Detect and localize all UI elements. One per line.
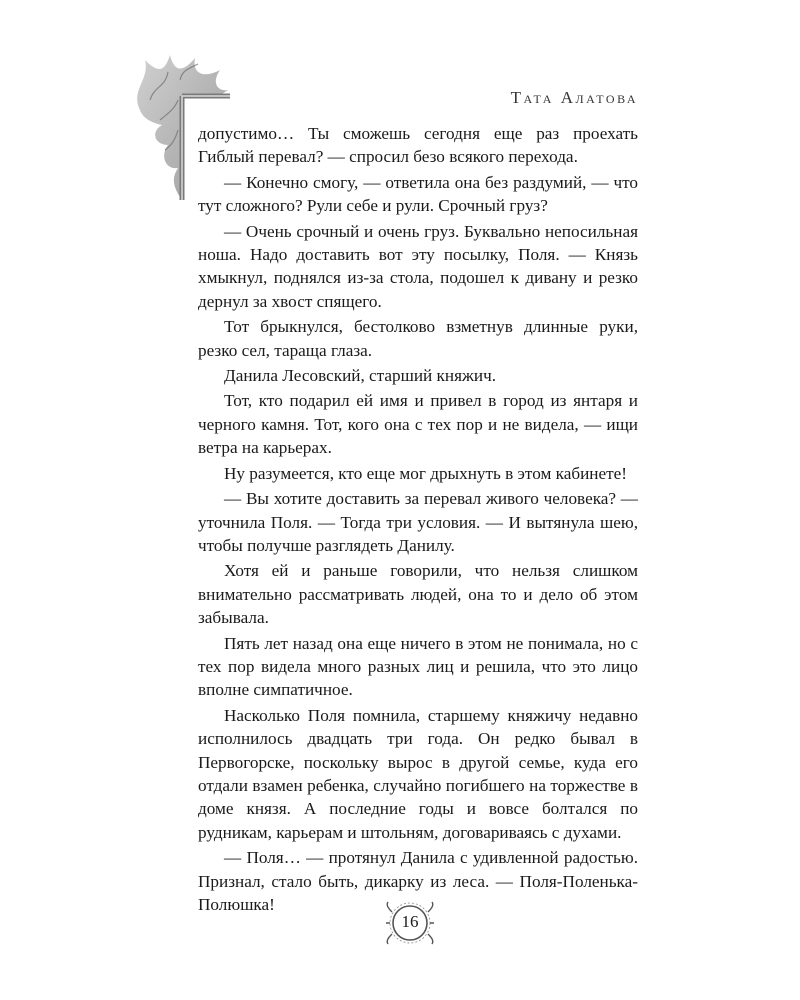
paragraph: Насколько Поля помнила, старшему княжичу недавно исполнилось двадцать три года. Он редко бывал в Первогорске, поскольку вырос в другой семье, куда его отдали взамен ребенка, случайно погибшего на торжестве в доме князя. А последние годы и вовсе болтался по рудникам, карьерам и штольням, договариваясь с духами. bbox=[198, 705, 638, 842]
page-number: 16 bbox=[401, 912, 419, 931]
paragraph: Тот брыкнулся, бестолково взметнув длинные руки, резко сел, тараща глаза. bbox=[198, 317, 638, 360]
running-head-author: Тата Алатова bbox=[510, 88, 638, 107]
paragraph: — Поля… — протянул Данила с удивленной радостью. Признал, стало быть, дикарку из леса. — Поля-Поленька-Полюшка! bbox=[198, 848, 638, 914]
paragraph: Данила Лесовский, старший княжич. bbox=[224, 366, 497, 386]
paragraph: допустимо… Ты сможешь сегодня еще раз проехать Гиблый перевал? — спросил безо всякого перехода. bbox=[198, 124, 638, 167]
paragraph: Хотя ей и раньше говорили, что нельзя слишком внимательно рассматривать людей, она то и дело об этом забывала. bbox=[198, 561, 638, 628]
paragraph: — Очень срочный и очень груз. Буквально непосильная ноша. Надо доставить вот эту посылку, Поля. — Князь хмыкнул, поднялся из-за стола, подошел к дивану и резко дернул за хвост спящего. bbox=[198, 221, 638, 311]
paragraph: Тот, кто подарил ей имя и привел в город из янтаря и черного камня. Тот, кого она с тех пор и не видела, — ищи ветра на карьерах. bbox=[198, 391, 638, 458]
paragraph: Пять лет назад она еще ничего в этом не понимала, но с тех пор видела много разных лиц и решила, что это лицо вполне симпатичное. bbox=[198, 633, 638, 700]
paragraph: — Вы хотите доставить за перевал живого человека? — уточнила Поля. — Тогда три условия. — И вытянула шею, чтобы получше разглядеть Данилу. bbox=[198, 489, 638, 555]
body-text bbox=[198, 122, 638, 918]
page-number-badge bbox=[380, 900, 440, 946]
paragraph: Ну разумеется, кто еще мог дрыхнуть в этом кабинете! bbox=[224, 463, 627, 483]
paragraph: — Конечно смогу, — ответила она без раздумий, — что тут сложного? Рули себе и рули. Срочный груз? bbox=[198, 172, 638, 216]
